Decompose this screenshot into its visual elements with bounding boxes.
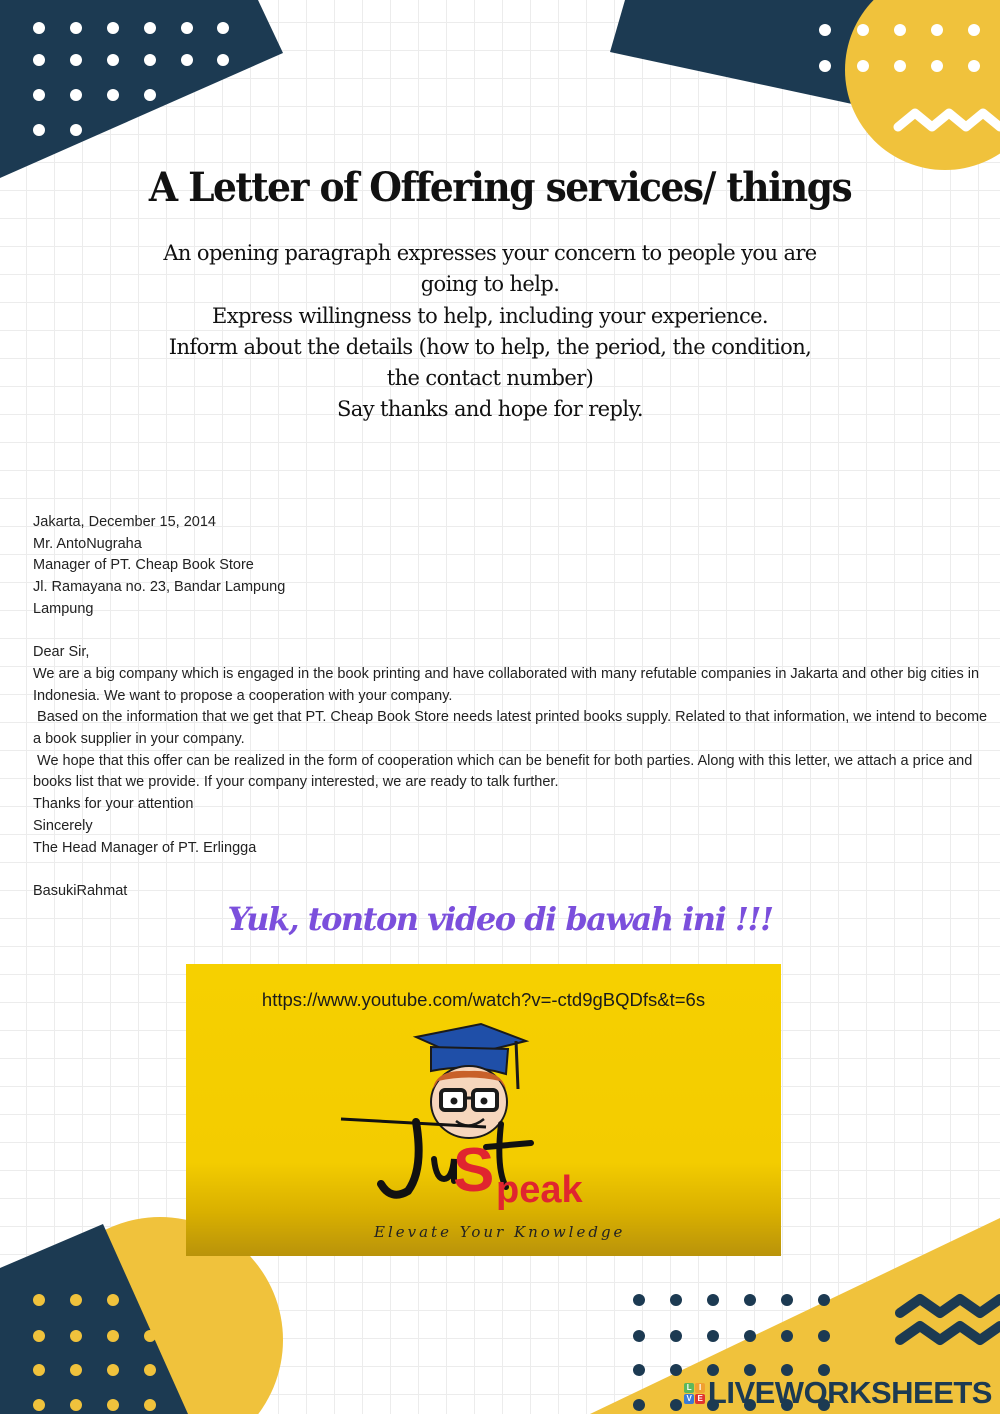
video-call-to-action: Yuk, tonton video di bawah ini !!! xyxy=(227,900,773,938)
letter-paragraph: We hope that this offer can be realized in the form of cooperation which can be benefit for both parties. Along with this letter, we attach a price and books list that we provide. If your company interested, we are ready to talk further. xyxy=(33,752,977,791)
brand-name: LIVEWORKSHEETS xyxy=(707,1375,992,1410)
letter-place-date: Jakarta, December 15, 2014 xyxy=(33,514,216,530)
liveworksheets-brand[interactable] xyxy=(684,1375,992,1411)
just-speak-logo xyxy=(336,1019,636,1249)
top-right-navy-shape xyxy=(610,0,880,110)
letter-thanks: Thanks for your attention xyxy=(33,796,194,813)
sample-letter xyxy=(33,512,993,903)
guideline-line: Express willingness to help, including your experience. xyxy=(211,303,769,328)
letter-sender-name: BasukiRahmat xyxy=(33,882,128,899)
logo-tagline: Elevate Your Knowledge xyxy=(374,1223,626,1241)
guideline-line: the contact number) xyxy=(386,366,594,391)
letter-closing: Sincerely xyxy=(33,817,93,834)
letter-sender-title: The Head Manager of PT. Erlingga xyxy=(33,839,257,856)
logo-text-peak: peak xyxy=(496,1169,583,1211)
letter-paragraph: We are a big company which is engaged in the book printing and have collaborated with many refutable companies in Jakarta and other big cities in Indonesia. We want to propose a cooperation with your company. xyxy=(33,665,980,704)
logo-letter-s: S xyxy=(453,1136,495,1205)
guideline-line: An opening paragraph expresses your concern to people you are xyxy=(163,241,817,265)
video-url-link[interactable]: https://www.youtube.com/watch?v=-ctd9gBQDfs&t=6s xyxy=(261,989,706,1010)
letter-salutation: Dear Sir, xyxy=(33,644,90,661)
guidelines xyxy=(100,238,880,426)
guideline-line: Inform about the details (how to help, the period, the condition, xyxy=(168,334,812,359)
spacer xyxy=(33,859,993,881)
guideline-line: Say thanks and hope for reply. xyxy=(336,397,643,422)
live-badge-icon: L I V E xyxy=(684,1383,705,1404)
spacer xyxy=(33,621,993,643)
letter-address-line1: Jl. Ramayana no. 23, Bandar Lampung xyxy=(33,579,286,596)
letter-paragraph: Based on the information that we get that PT. Cheap Book Store needs latest printed books supply. Related to that information, we intend to become a book supplier in your company. xyxy=(33,709,992,748)
letter-recipient-name: Mr. AntoNugraha xyxy=(33,535,142,552)
guideline-line: going to help. xyxy=(420,272,560,297)
video-thumbnail[interactable] xyxy=(186,964,781,1256)
letter-recipient-title: Manager of PT. Cheap Book Store xyxy=(33,557,254,574)
page-title: A Letter of Offering services/ things xyxy=(148,164,852,211)
letter-address-line2: Lampung xyxy=(33,600,94,617)
